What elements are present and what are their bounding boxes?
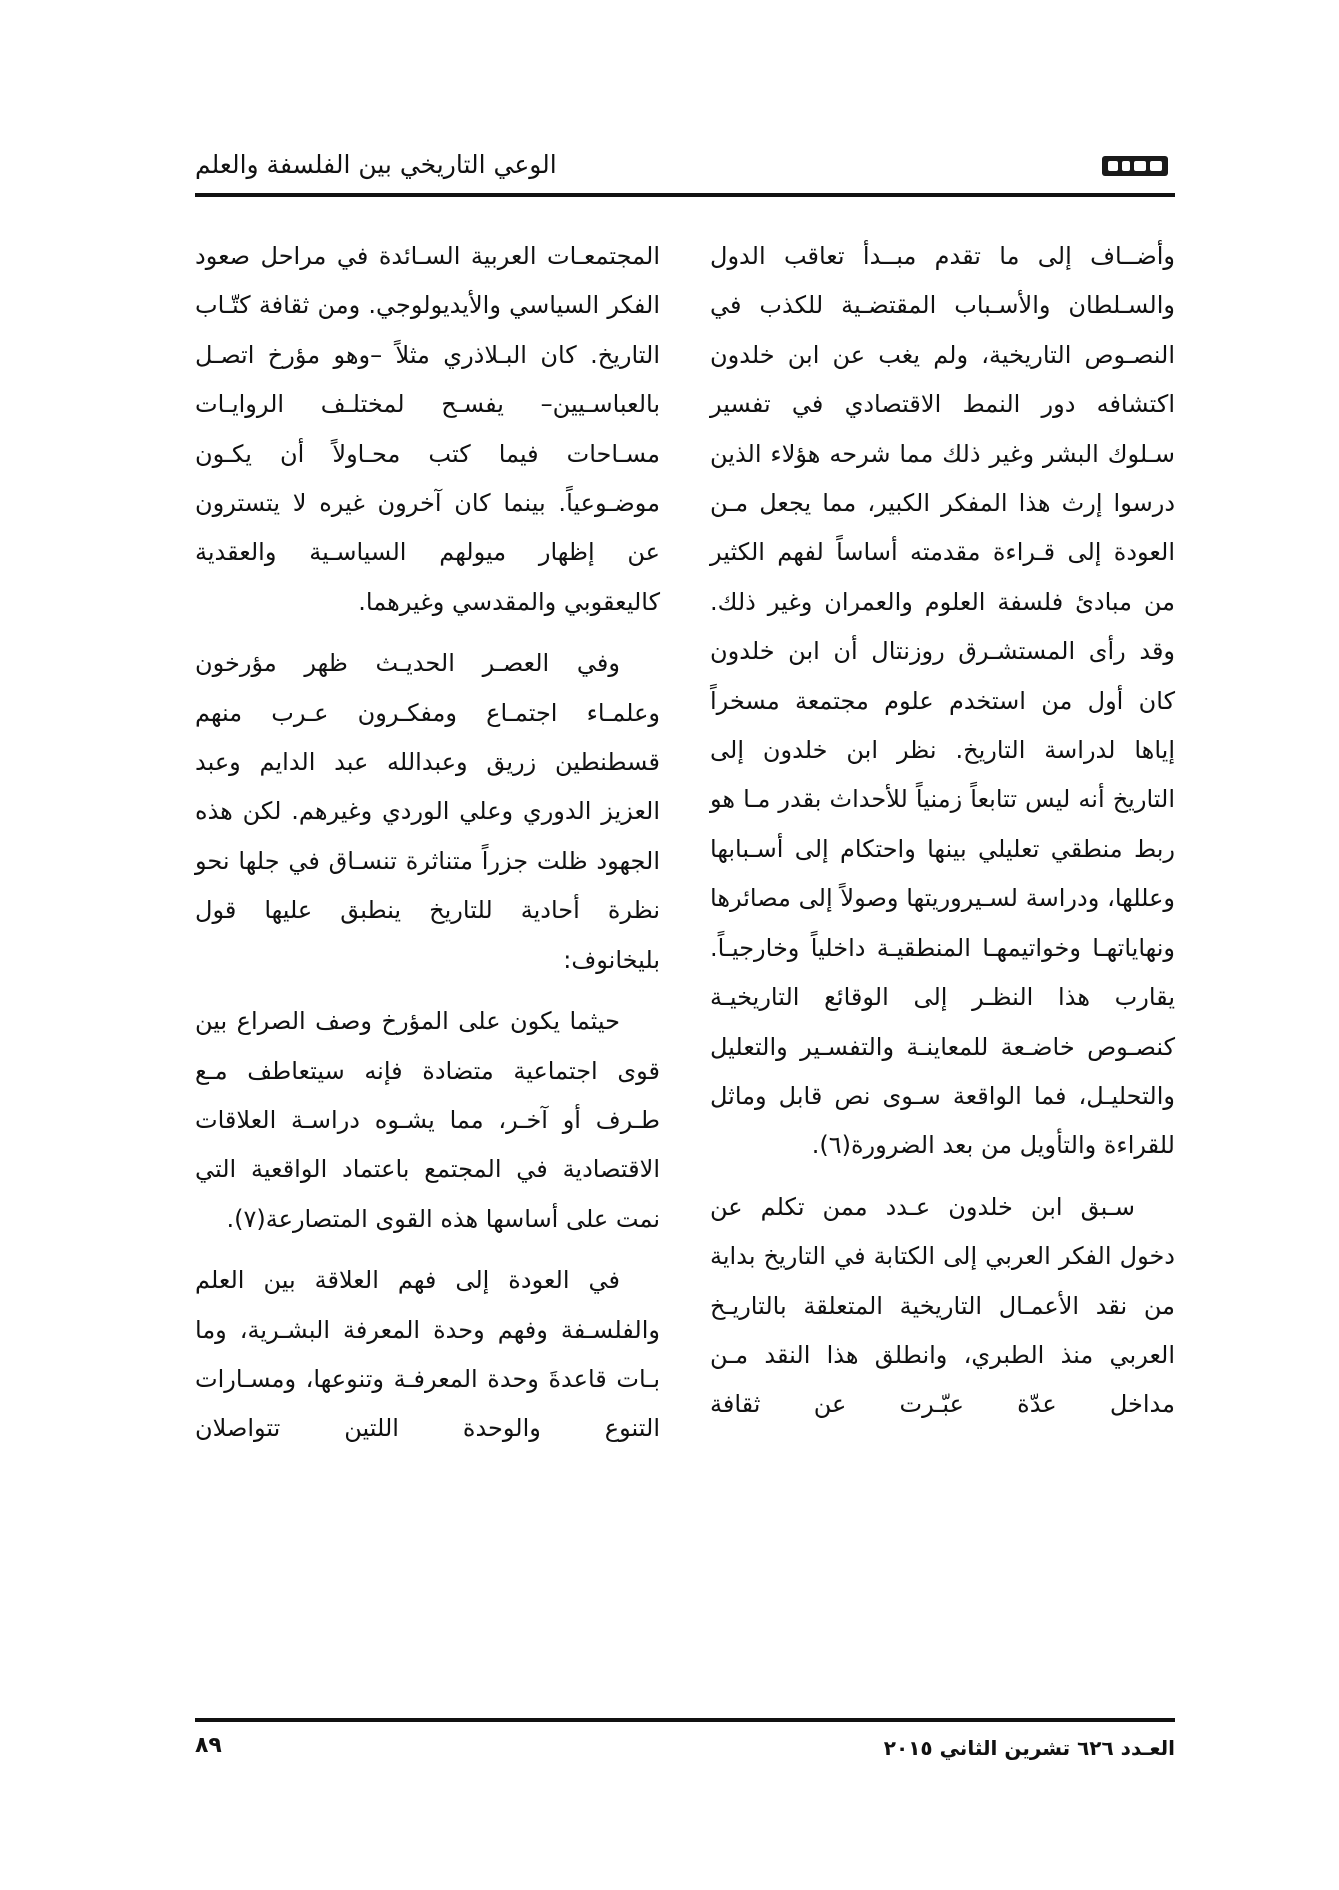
issue-info: العـدد ٦٢٦ تشرين الثاني ٢٠١٥ — [883, 1736, 1175, 1760]
paragraph: المجتمعـات العربية السـائدة في مراحل صعود الفكر السياسي والأيديولوجي. ومن ثقافة كتّـاب التاريخ. كان البـلاذري مثلاً –وهو مؤرخ اتصـل بالعباسـيين– يفسـح لمختلـف الروايـات مسـاحات فيما كتب محـاولاً أن يكـون موضـوعياً. بينما كان آخرون غيره لا يتسترون عن إظهار ميولهم السياسـية والعقدية كاليعقوبي والمقدسي وغيرهما. — [195, 242, 660, 616]
paragraph: سـبق ابن خلدون عـدد ممن تكلم عن دخول الفكر العربي إلى الكتابة في التاريخ بداية من نقد الأعمـال التاريخية المتعلقة بالتاريـخ العربي منذ الطبري، وانطلق هذا النقد مـن مداخل عدّة عبّـرت عن ثقافة — [710, 1192, 1175, 1419]
page-number: ٨٩ — [195, 1733, 222, 1758]
right-text-column — [710, 232, 1175, 1430]
magazine-logo — [1100, 148, 1170, 184]
paragraph: وأضــاف إلى ما تقدم مبــدأ تعاقب الدول والسـلطان والأسـباب المقتضـية للكذب في النصـوص التاريخية، ولم يغب عن ابن خلدون اكتشافه دور النمط الاقتصادي في تفسير سـلوك البشر وغير ذلك مما شرحه هؤلاء الذين درسوا إرث هذا المفكر الكبير، مما يجعل مـن العودة إلى قـراءة مقدمته أساساً لفهم الكثير من مبادئ فلسفة العلوم والعمران وغير ذلك. وقد رأى المستشـرق روزنتال أن ابن خلدون كان أول من استخدم علوم مجتمعة مسخراً إياها لدراسة التاريخ. نظر ابن خلدون إلى التاريخ أنه ليس تتابعاً زمنياً للأحداث بقدر مـا هو ربط منطقي تعليلي بينها واحتكام إلى أسـبابها وعللها، ودراسة لسـيروريتها وصولاً إلى مصائرها ونهاياتهـا وخواتيمهـا المنطقيـة داخلياً وخارجيـاً. يقارب هذا النظـر إلى الوقائع التاريخيـة كنصـوص خاضـعة للمعاينـة والتفسـير والتعليل والتحليـل، فما الواقعة سـوى نص قابل وماثل للقراءة والتأويل من بعد الضرورة(٦). — [710, 242, 1175, 1160]
block-quote: حيثما يكون على المؤرخ وصف الصراع بين قوى اجتماعية متضادة فإنه سيتعاطف مـع طـرف أو آخـر، مما يشـوه دراسـة العلاقات الاقتصادية في المجتمع باعتماد الواقعية التي نمت على أساسها هذه القوى المتصارعة(٧). — [195, 1007, 660, 1233]
paragraph: في العودة إلى فهم العلاقة بين العلم والفلسـفة وفهم وحدة المعرفة البشـرية، وما بـات قاعدةَ وحدة المعرفـة وتنوعها، ومسـارات التنوع والوحدة اللتين تتواصلان — [195, 1266, 660, 1443]
paragraph: وفي العصـر الحديـث ظهر مؤرخون وعلمـاء اجتمـاع ومفكـرون عـرب منهم قسطنطين زريق وعبدالله عبد الدايم وعبد العزيز الدوري وعلي الوردي وغيرهم. لكن هذه الجهود ظلت جزراً متناثرة تنسـاق في جلها نحو نظرة أحادية للتاريخ ينطبق عليها قول بليخانوف: — [195, 649, 660, 974]
running-header-title: الوعي التاريخي بين الفلسفة والعلم — [195, 150, 557, 179]
header-rule — [195, 193, 1175, 197]
footer-rule — [195, 1718, 1175, 1722]
left-text-column — [195, 232, 660, 1454]
